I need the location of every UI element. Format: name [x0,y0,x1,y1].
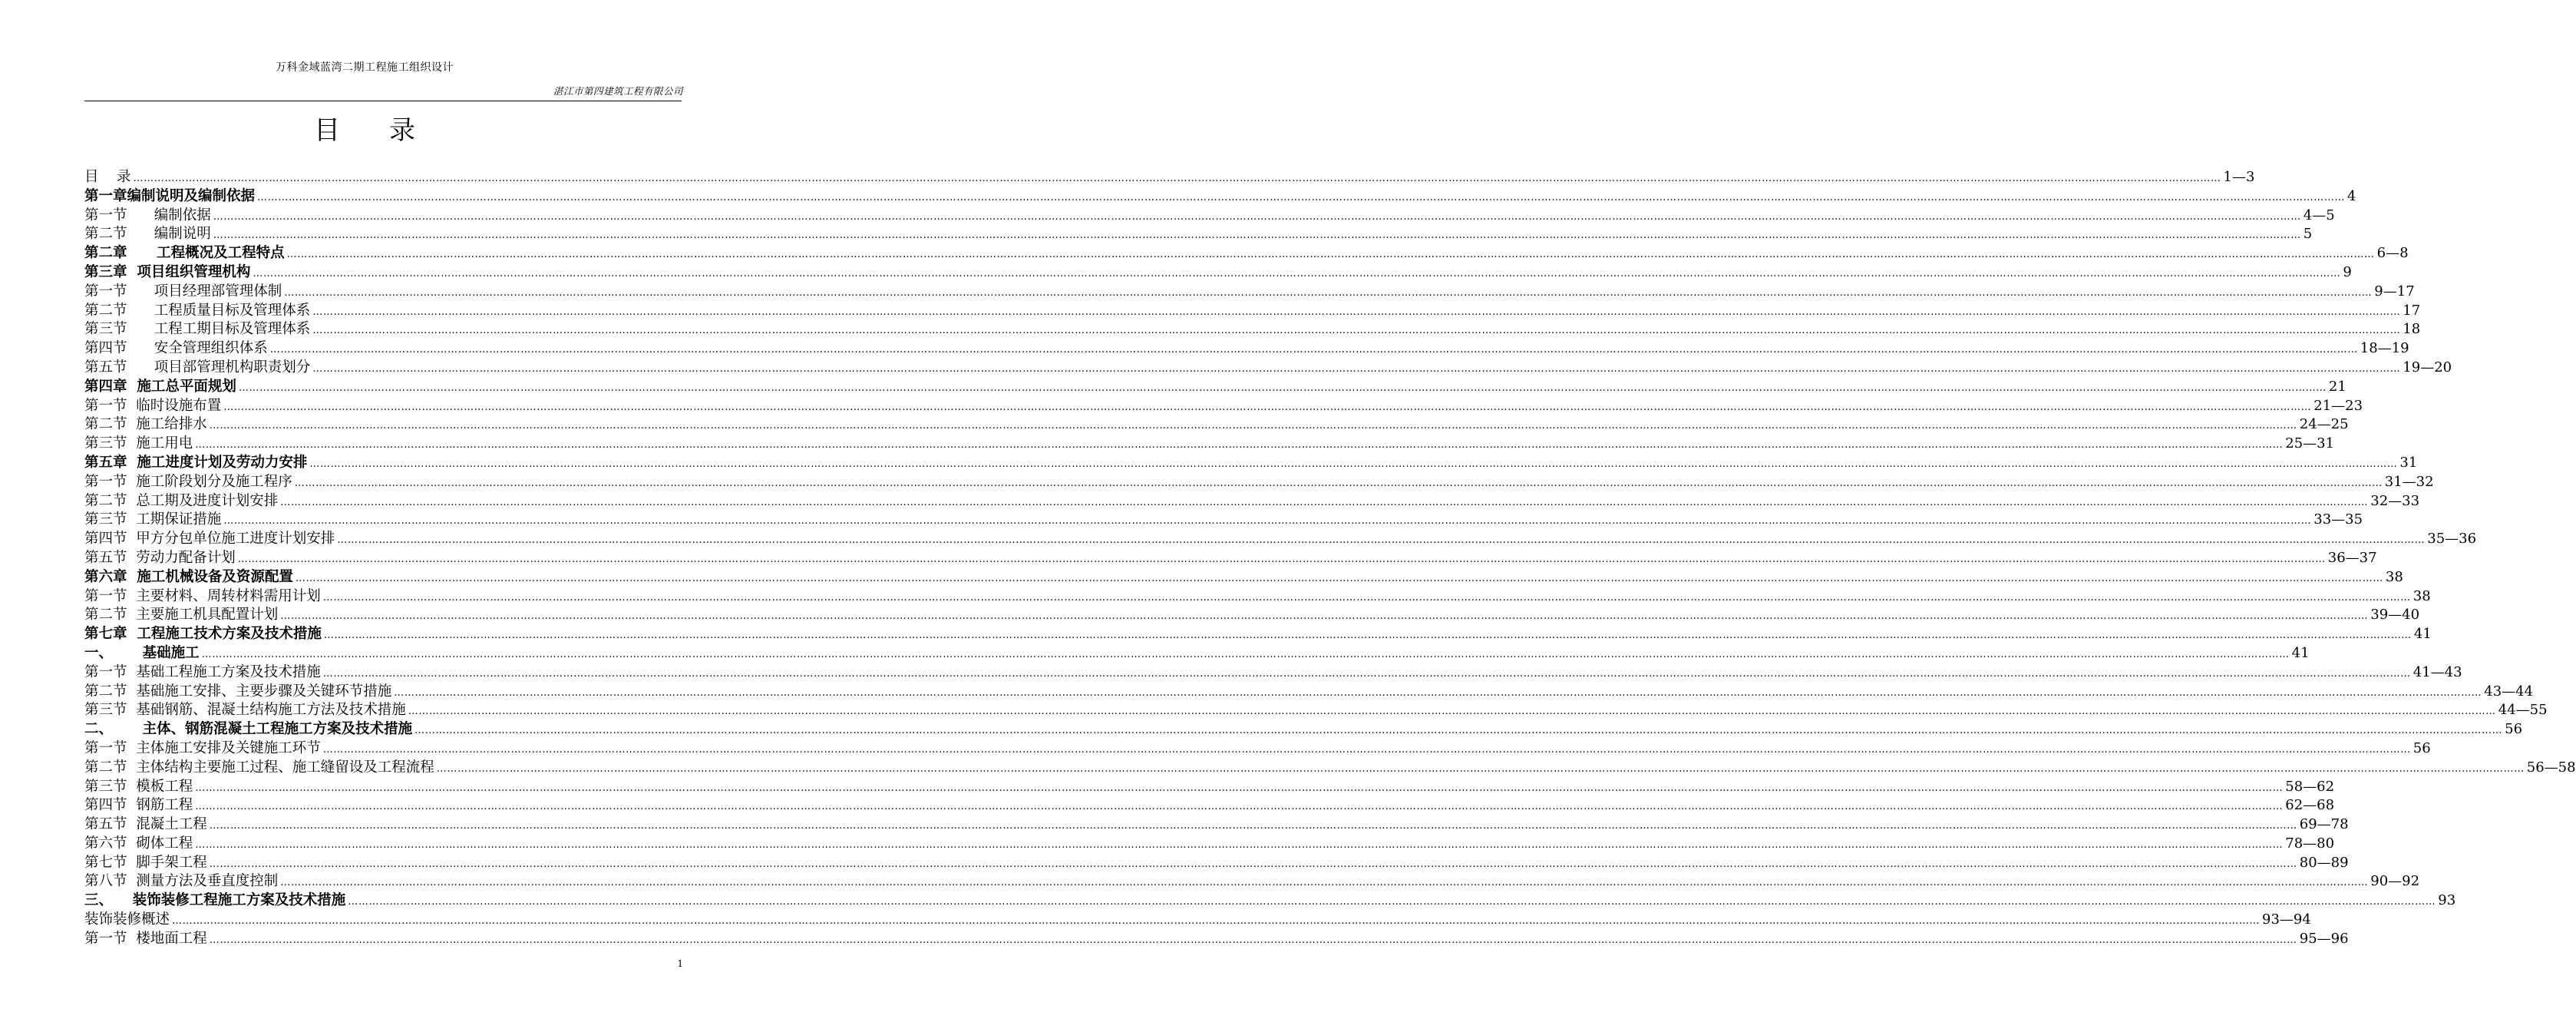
toc-dot-leader: …………………………………………………………………………………………………………………………………………………………………………………………………………………………………………………………………………………………………………………………………………………………………………………………………………………………………………………………………………………………………………………………………………………… [213,230,2301,242]
toc-entry-title: 第一节 临时设施布置 [84,397,222,414]
toc-entry-title: 第一节 施工阶段划分及施工程序 [84,473,292,490]
table-of-contents [84,168,2576,949]
toc-entry-row [84,225,2313,244]
toc-entry-row [84,339,2409,359]
toc-dot-leader: …………………………………………………………………………………………………………………………………………………………………………………………………………………………………………………………………………………………………………………………………………………………………………………………………………………………………………………………………………………………………………………………………………………… [309,458,2398,470]
toc-entry-title: 第一节 项目经理部管理体制 [84,283,282,299]
toc-entry-page: 5 [2303,226,2313,243]
toc-entry-page: 32—33 [2370,492,2420,509]
toc-entry-page: 21—23 [2313,397,2363,414]
toc-entry-title: 第三节 工程工期目标及管理体系 [84,321,311,338]
toc-entry-page: 41—43 [2413,663,2462,680]
toc-entry-row [84,473,2434,492]
toc-entry-title: 第二节 主要施工机具配置计划 [84,607,279,624]
toc-chapter-row [84,378,2346,397]
toc-entry-row [84,511,2363,530]
toc-entry-page: 9—17 [2374,283,2415,299]
toc-entry-title: 第五节 劳动力配备计划 [84,549,236,566]
toc-entry-title: 第一节 基础工程施工方案及技术措施 [84,663,321,680]
toc-dot-leader: …………………………………………………………………………………………………………………………………………………………………………………………………………………………………………………………………………………………………………………………………………………………………………………………………………………………………………………………………………………………………………………………………………………… [172,915,2261,928]
toc-entry-row [84,759,2576,778]
toc-entry-page: 1—3 [2223,169,2255,185]
toc-entry-title: 三、 装饰装修工程施工方案及技术措施 [84,892,346,909]
toc-entry-page: 80—89 [2299,854,2349,871]
toc-entry-row [84,796,2335,815]
toc-entry-row [84,283,2415,302]
toc-entry-title: 第二节 施工给排水 [84,416,207,433]
toc-entry-page: 38 [2385,568,2403,585]
toc-entry-title: 第一节 主体施工安排及关键施工环节 [84,739,321,756]
toc-entry-page: 56 [2505,721,2523,738]
toc-entry-page: 33—35 [2313,511,2363,528]
toc-dot-leader: …………………………………………………………………………………………………………………………………………………………………………………………………………………………………………………………………………………………………………………………………………………………………………………………………………………………………………………………………………………………………………………………………………………… [257,191,2346,203]
toc-chapter-row [84,891,2456,911]
toc-entry-row [84,663,2462,683]
toc-dot-leader: …………………………………………………………………………………………………………………………………………………………………………………………………………………………………………………………………………………………………………………………………………………………………………………………………………………………………………………………………………………………………………………………………………………… [323,630,2412,642]
toc-dot-leader: …………………………………………………………………………………………………………………………………………………………………………………………………………………………………………………………………………………………………………………………………………………………………………………………………………………………………………………………………………………………………………………………………………………… [209,820,2297,832]
toc-entry-title: 第七节 脚手架工程 [84,854,207,871]
toc-entry-page: 62—68 [2285,797,2335,814]
toc-dot-leader: …………………………………………………………………………………………………………………………………………………………………………………………………………………………………………………………………………………………………………………………………………………………………………………………………………………………………………………………………………………………………………………………………………………… [286,249,2375,261]
toc-dot-leader: …………………………………………………………………………………………………………………………………………………………………………………………………………………………………………………………………………………………………………………………………………………………………………………………………………………………………………………………………………………………………………………………………………………… [195,801,2284,813]
toc-entry-page: 18 [2403,321,2421,338]
toc-entry-row [84,854,2349,873]
toc-dot-leader: …………………………………………………………………………………………………………………………………………………………………………………………………………………………………………………………………………………………………………………………………………………………………………………………………………………………………………………………………………………………………………………………………………………… [337,534,2426,547]
toc-entry-title: 第二节 基础施工安排、主要步骤及关键环节措施 [84,683,392,700]
toc-entry-row [84,397,2363,416]
toc-entry-page: 25—31 [2285,435,2335,452]
toc-entry-title: 第四节 钢筋工程 [84,797,193,814]
toc-entry-title: 第二章 工程概况及工程特点 [84,245,285,262]
toc-chapter-row [84,263,2352,283]
toc-entry-title: 第一节 编制依据 [84,207,211,223]
toc-entry-title: 第三章 项目组织管理机构 [84,263,251,280]
toc-dot-leader: …………………………………………………………………………………………………………………………………………………………………………………………………………………………………………………………………………………………………………………………………………………………………………………………………………………………………………………………………………………………………………………………………………………… [253,267,2341,280]
toc-entry-title: 第四章 施工总平面规划 [84,378,236,395]
toc-entry-page: 19—20 [2403,359,2452,375]
toc-entry-page: 56 [2413,739,2431,756]
document-header-company: 湛江市第四建筑工程有限公司 [553,85,683,97]
toc-entry-title: 目 录 [84,169,131,185]
toc-dot-leader: …………………………………………………………………………………………………………………………………………………………………………………………………………………………………………………………………………………………………………………………………………………………………………………………………………………………………………………………………………………………………………………………………………………… [312,306,2401,318]
toc-dot-leader: …………………………………………………………………………………………………………………………………………………………………………………………………………………………………………………………………………………………………………………………………………………………………………………………………………………………………………………………………………………………………………………………………………………… [223,401,2312,413]
toc-entry-title: 第四节 安全管理组织体系 [84,340,268,357]
toc-entry-page: 43—44 [2484,683,2534,700]
toc-entry-title: 第四节 甲方分包单位施工进度计划安排 [84,531,335,547]
toc-dot-leader: …………………………………………………………………………………………………………………………………………………………………………………………………………………………………………………………………………………………………………………………………………………………………………………………………………………………………………………………………………………………………………………………………………………… [195,782,2284,794]
toc-entry-title: 第三节 模板工程 [84,778,193,795]
toc-dot-leader: …………………………………………………………………………………………………………………………………………………………………………………………………………………………………………………………………………………………………………………………………………………………………………………………………………………………………………………………………………………………………………………………………………………… [195,838,2284,851]
toc-entry-page: 35—36 [2427,531,2477,547]
toc-entry-title: 第二节 工程质量目标及管理体系 [84,302,311,319]
toc-entry-row [84,911,2311,930]
toc-dot-leader: …………………………………………………………………………………………………………………………………………………………………………………………………………………………………………………………………………………………………………………………………………………………………………………………………………………………………………………………………………………………………………………………………………………… [195,439,2284,452]
toc-dot-leader: …………………………………………………………………………………………………………………………………………………………………………………………………………………………………………………………………………………………………………………………………………………………………………………………………………………………………………………………………………………………………………………………………………………… [294,477,2383,489]
toc-entry-row [84,778,2335,797]
page-title: 目录 [314,115,464,146]
toc-chapter-row [84,244,2409,263]
toc-entry-row [84,320,2421,339]
toc-entry-page: 17 [2403,302,2421,319]
toc-entry-page: 93—94 [2262,911,2311,928]
toc-entry-row [84,683,2534,702]
toc-chapter-row [84,187,2356,207]
toc-dot-leader: …………………………………………………………………………………………………………………………………………………………………………………………………………………………………………………………………………………………………………………………………………………………………………………………………………………………………………………………………………………………………………………………………………………… [269,344,2358,356]
toc-dot-leader: …………………………………………………………………………………………………………………………………………………………………………………………………………………………………………………………………………………………………………………………………………………………………………………………………………………………………………………………………………………………………………………………………………………… [312,362,2401,375]
toc-entry-row [84,207,2335,226]
toc-entry-row [84,930,2349,949]
toc-dot-leader: …………………………………………………………………………………………………………………………………………………………………………………………………………………………………………………………………………………………………………………………………………………………………………………………………………………………………………………………………………………………………………………………………………………… [408,706,2496,718]
toc-entry-page: 39—40 [2370,607,2420,624]
toc-entry-title: 第二节 编制说明 [84,226,211,243]
toc-dot-leader: …………………………………………………………………………………………………………………………………………………………………………………………………………………………………………………………………………………………………………………………………………………………………………………………………………………………………………………………………………………………………………………………………………………… [238,382,2327,394]
toc-entry-row [84,302,2421,321]
toc-entry-page: 78—80 [2285,835,2335,852]
toc-dot-leader: …………………………………………………………………………………………………………………………………………………………………………………………………………………………………………………………………………………………………………………………………………………………………………………………………………………………………………………………………………………………………………………………………………………… [209,858,2297,870]
toc-entry-page: 4—5 [2303,207,2335,223]
toc-entry-page: 38 [2413,587,2431,604]
toc-dot-leader: …………………………………………………………………………………………………………………………………………………………………………………………………………………………………………………………………………………………………………………………………………………………………………………………………………………………………………………………………………………………………………………………………………………… [312,325,2401,337]
toc-entry-page: 6—8 [2376,245,2409,262]
toc-entry-row [84,587,2431,607]
toc-dot-leader: …………………………………………………………………………………………………………………………………………………………………………………………………………………………………………………………………………………………………………………………………………………………………………………………………………………………………………………………………………………………………………………………………………………… [322,667,2411,680]
toc-entry-page: 90—92 [2370,873,2420,890]
toc-dot-leader: …………………………………………………………………………………………………………………………………………………………………………………………………………………………………………………………………………………………………………………………………………………………………………………………………………………………………………………………………………………………………………………………………………………… [209,934,2297,946]
toc-entry-title: 第三节 基础钢筋、混凝土结构施工方法及技术措施 [84,702,406,719]
toc-entry-title: 第一章编制说明及编制依据 [84,187,256,204]
toc-entry-row [84,815,2349,835]
toc-entry-title: 一、 基础施工 [84,644,200,661]
toc-entry-title: 第八节 测量方法及垂直度控制 [84,873,279,890]
toc-dot-leader: …………………………………………………………………………………………………………………………………………………………………………………………………………………………………………………………………………………………………………………………………………………………………………………………………………………………………………………………………………………………………………………………………………………… [209,420,2297,432]
toc-entry-page: 4 [2347,187,2356,204]
toc-entry-page: 9 [2343,263,2352,280]
toc-dot-leader: …………………………………………………………………………………………………………………………………………………………………………………………………………………………………………………………………………………………………………………………………………………………………………………………………………………………………………………………………………………………………………………………………………………… [348,896,2436,908]
toc-dot-leader: …………………………………………………………………………………………………………………………………………………………………………………………………………………………………………………………………………………………………………………………………………………………………………………………………………………………………………………………………………………………………………………………………………………… [133,173,2221,184]
toc-dot-leader: …………………………………………………………………………………………………………………………………………………………………………………………………………………………………………………………………………………………………………………………………………………………………………………………………………………………………………………………………………………………………………………………………………………… [213,210,2301,223]
toc-entry-title: 第六节 砌体工程 [84,835,193,852]
toc-entry-title: 第三节 施工用电 [84,435,193,452]
toc-entry-row [84,359,2452,378]
toc-entry-page: 41 [2291,644,2310,661]
toc-entry-page: 31—32 [2384,473,2434,490]
toc-chapter-row [84,454,2418,473]
toc-entry-page: 95—96 [2299,930,2349,947]
toc-entry-title: 第五节 混凝土工程 [84,816,207,833]
toc-entry-page: 21 [2328,378,2346,395]
toc-entry-page: 31 [2399,454,2418,471]
toc-dot-leader: …………………………………………………………………………………………………………………………………………………………………………………………………………………………………………………………………………………………………………………………………………………………………………………………………………………………………………………………………………………………………………………………………………………… [436,762,2525,775]
toc-dot-leader: …………………………………………………………………………………………………………………………………………………………………………………………………………………………………………………………………………………………………………………………………………………………………………………………………………………………………………………………………………………………………………………………………………………… [237,553,2326,565]
toc-entry-page: 58—62 [2285,778,2335,795]
toc-entry-page: 44—55 [2498,702,2548,719]
toc-entry-row [84,435,2335,454]
toc-dot-leader: …………………………………………………………………………………………………………………………………………………………………………………………………………………………………………………………………………………………………………………………………………………………………………………………………………………………………………………………………………………………………………………………………………………… [280,610,2369,623]
toc-entry-title: 第一节 主要材料、周转材料需用计划 [84,587,321,604]
toc-entry-page: 56—58 [2526,759,2576,776]
toc-entry-page: 93 [2438,892,2456,909]
toc-entry-page: 41 [2413,626,2432,643]
toc-entry-title: 第五节 项目部管理机构职责划分 [84,359,311,375]
toc-entry-row [84,606,2420,625]
toc-dot-leader: …………………………………………………………………………………………………………………………………………………………………………………………………………………………………………………………………………………………………………………………………………………………………………………………………………………………………………………………………………………………………………………………………………………… [280,877,2369,889]
toc-entry-page: 24—25 [2299,416,2349,433]
footer-page-number: 1 [677,958,683,969]
toc-chapter-row [84,568,2403,587]
toc-entry-page: 36—37 [2327,549,2377,566]
toc-entry-title: 第二节 总工期及进度计划安排 [84,492,279,509]
toc-dot-leader: …………………………………………………………………………………………………………………………………………………………………………………………………………………………………………………………………………………………………………………………………………………………………………………………………………………………………………………………………………………………………………………………………………………… [280,496,2369,508]
toc-entry-row [84,492,2420,511]
toc-entry-row [84,872,2420,891]
toc-dot-leader: …………………………………………………………………………………………………………………………………………………………………………………………………………………………………………………………………………………………………………………………………………………………………………………………………………………………………………………………………………………………………………………………………………………… [414,725,2503,737]
toc-entry-row [84,530,2477,549]
toc-chapter-row [84,720,2523,739]
toc-chapter-row [84,644,2310,663]
toc-dot-leader: …………………………………………………………………………………………………………………………………………………………………………………………………………………………………………………………………………………………………………………………………………………………………………………………………………………………………………………………………………………………………………………………………………………… [201,648,2290,660]
toc-chapter-row [84,625,2432,644]
toc-entry-title: 第一节 楼地面工程 [84,930,207,947]
toc-dot-leader: …………………………………………………………………………………………………………………………………………………………………………………………………………………………………………………………………………………………………………………………………………………………………………………………………………………………………………………………………………………………………………………………………………………… [322,743,2411,756]
toc-entry-title: 第三节 工期保证措施 [84,511,222,528]
toc-dot-leader: …………………………………………………………………………………………………………………………………………………………………………………………………………………………………………………………………………………………………………………………………………………………………………………………………………………………………………………………………………………………………………………………………………………… [394,686,2482,699]
toc-entry-row [84,168,2255,187]
toc-entry-row [84,701,2548,720]
toc-entry-title: 第二节 主体结构主要施工过程、施工缝留设及工程流程 [84,759,434,776]
toc-entry-row [84,835,2335,854]
toc-entry-row [84,415,2349,435]
toc-dot-leader: …………………………………………………………………………………………………………………………………………………………………………………………………………………………………………………………………………………………………………………………………………………………………………………………………………………………………………………………………………………………………………………………………………………… [223,515,2312,528]
toc-entry-title: 二、 主体、钢筋混凝土工程施工方案及技术措施 [84,721,413,738]
toc-entry-title: 第五章 施工进度计划及劳动力安排 [84,454,308,471]
toc-entry-title: 第六章 施工机械设备及资源配置 [84,568,293,585]
toc-dot-leader: …………………………………………………………………………………………………………………………………………………………………………………………………………………………………………………………………………………………………………………………………………………………………………………………………………………………………………………………………………………………………………………………………………………… [284,286,2373,299]
toc-entry-row [84,549,2377,568]
document-header-title: 万科金域蓝湾二期工程施工组织设计 [276,61,454,74]
toc-dot-leader: …………………………………………………………………………………………………………………………………………………………………………………………………………………………………………………………………………………………………………………………………………………………………………………………………………………………………………………………………………………………………………………………………………………… [322,591,2411,604]
toc-entry-page: 18—19 [2360,340,2409,357]
toc-entry-title: 装饰装修概述 [84,911,170,928]
toc-entry-row [84,739,2431,759]
toc-entry-page: 69—78 [2299,816,2349,833]
toc-entry-title: 第七章 工程施工技术方案及技术措施 [84,626,322,643]
toc-dot-leader: …………………………………………………………………………………………………………………………………………………………………………………………………………………………………………………………………………………………………………………………………………………………………………………………………………………………………………………………………………………………………………………………………………………… [295,572,2383,584]
